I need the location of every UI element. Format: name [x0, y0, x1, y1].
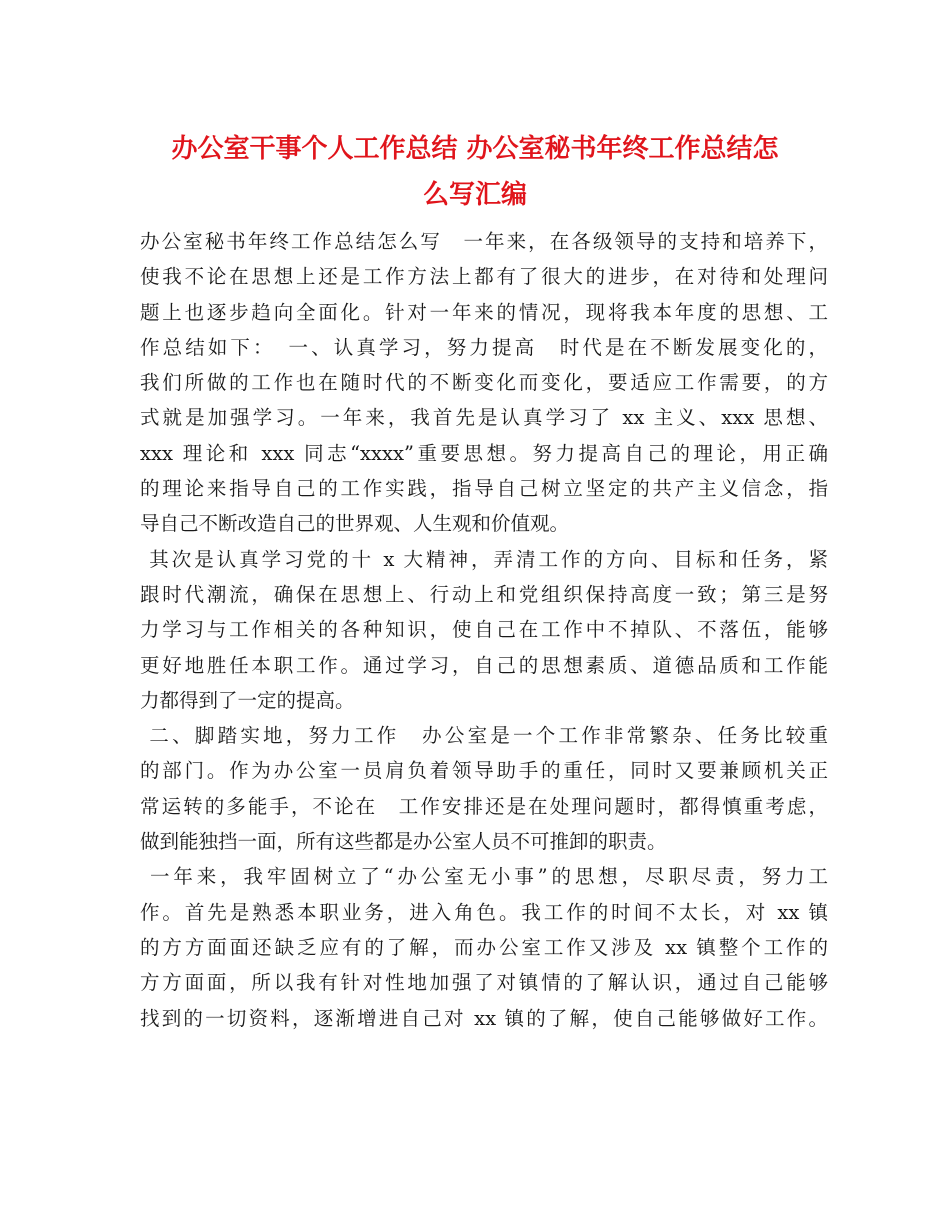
body-line: 找到的一切资料，逐渐增进自己对 xx 镇的了解，使自己能够做好工作。 [140, 1006, 828, 1030]
body-line: 更好地胜任本职工作。通过学习，自己的思想素质、道德品质和工作能 [140, 653, 828, 677]
title-line-1: 办公室干事个人工作总结 办公室秘书年终工作总结怎 [171, 134, 779, 164]
body-line: 力都得到了一定的提高。 [140, 688, 355, 712]
body-line: 导自己不断改造自己的世界观、人生观和价值观。 [140, 512, 570, 536]
body-line: 跟时代潮流，确保在思想上、行动上和党组织保持高度一致；第三是努 [140, 582, 828, 606]
body-line: 做到能独挡一面，所有这些都是办公室人员不可推卸的职责。 [140, 830, 667, 854]
document-body [140, 224, 828, 1036]
body-line: 力学习与工作相关的各种知识，使自己在工作中不掉队、不落伍，能够 [140, 618, 828, 642]
body-line: 题上也逐步趋向全面化。针对一年来的情况，现将我本年度的思想、工 [140, 300, 828, 324]
body-line: 办公室秘书年终工作总结怎么写 一年来，在各级领导的支持和培养下， [140, 230, 828, 253]
body-line: 式就是加强学习。一年来，我首先是认真学习了 xx 主义、xxx 思想、 [140, 406, 828, 430]
body-line: 一年来，我牢固树立了“办公室无小事”的思想，尽职尽责，努力工 [140, 865, 828, 889]
body-line: 我们所做的工作也在随时代的不断变化而变化，要适应工作需要，的方 [140, 371, 828, 395]
body-line: 作总结如下： 一、认真学习，努力提高 时代是在不断发展变化的， [140, 335, 828, 359]
title-line-2: 么写汇编 [422, 180, 527, 210]
body-line: 常运转的多能手，不论在 工作安排还是在处理问题时，都得慎重考虑， [140, 794, 828, 818]
body-line: 方方面面，所以我有针对性地加强了对镇情的了解认识，通过自己能够 [140, 971, 828, 995]
body-line: 其次是认真学习党的十 x 大精神，弄清工作的方向、目标和任务，紧 [140, 547, 828, 571]
body-line: 二、脚踏实地，努力工作 办公室是一个工作非常繁杂、任务比较重 [140, 724, 828, 748]
body-line: 作。首先是熟悉本职业务，进入角色。我工作的时间不太长，对 xx 镇 [140, 900, 828, 924]
body-line: 的理论来指导自己的工作实践，指导自己树立坚定的共产主义信念，指 [140, 477, 828, 501]
document-title [120, 126, 830, 218]
body-line: 的部门。作为办公室一员肩负着领导助手的重任，同时又要兼顾机关正 [140, 759, 828, 783]
body-line: 的方方面面还缺乏应有的了解，而办公室工作又涉及 xx 镇整个工作的 [140, 935, 828, 959]
body-line: 使我不论在思想上还是工作方法上都有了很大的进步，在对待和处理问 [140, 265, 828, 289]
body-line: xxx 理论和 xxx 同志“xxxx”重要思想。努力提高自己的理论，用正确 [140, 441, 828, 465]
